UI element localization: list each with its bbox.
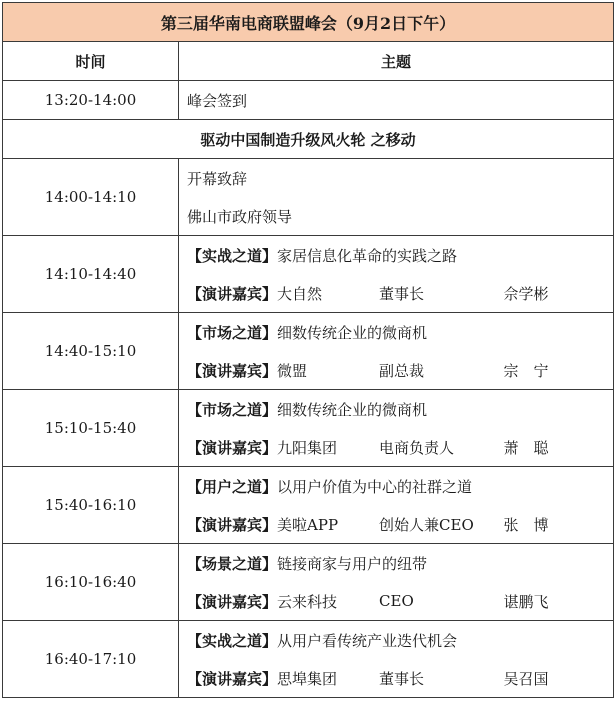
speaker-role: 董事长	[379, 669, 425, 688]
session-topic-cell	[179, 467, 614, 544]
session-row	[3, 390, 614, 467]
speaker-name: 宗 宁	[503, 361, 549, 380]
session-topic-cell	[179, 313, 614, 390]
session-row	[3, 544, 614, 621]
speaker-org: 云来科技	[277, 592, 338, 611]
speaker-role: 创始人兼CEO	[379, 515, 474, 534]
session-row	[3, 467, 614, 544]
session-time: 16:40-17:10	[3, 621, 179, 698]
header-time: 时间	[3, 42, 179, 81]
opening-time: 14:00-14:10	[3, 159, 179, 236]
session-topic-cell	[179, 621, 614, 698]
header-row	[3, 42, 614, 81]
header-topic: 主题	[179, 42, 614, 81]
session-speaker-line	[187, 505, 613, 543]
speaker-name: 佘学彬	[503, 284, 549, 303]
opening-row	[3, 159, 614, 236]
speaker-role: 电商负责人	[379, 438, 455, 457]
session-topic-line	[187, 313, 613, 351]
speaker-org: 思埠集团	[277, 669, 338, 688]
session-topic-line	[187, 467, 613, 505]
speaker-role: CEO	[379, 592, 414, 610]
session-row	[3, 313, 614, 390]
speaker-tag: 【演讲嘉宾】	[187, 284, 278, 303]
opening-line-1: 开幕致辞	[187, 169, 248, 188]
session-topic-line	[187, 621, 613, 659]
session-tag: 【场景之道】	[187, 554, 278, 573]
agenda-table	[2, 2, 614, 698]
registration-time: 13:20-14:00	[3, 81, 179, 120]
opening-topic-cell	[179, 159, 614, 236]
opening-line-2: 佛山市政府领导	[187, 207, 293, 226]
session-topic-cell	[179, 390, 614, 467]
session-topic: 细数传统企业的微商机	[277, 400, 428, 419]
session-topic-cell	[179, 544, 614, 621]
session-speaker-line	[187, 659, 613, 697]
session-speaker-line	[187, 351, 613, 389]
section-row	[3, 120, 614, 159]
speaker-org: 九阳集团	[277, 438, 338, 457]
speaker-name: 张 博	[503, 515, 549, 534]
session-time: 15:40-16:10	[3, 467, 179, 544]
session-tag: 【实战之道】	[187, 631, 278, 650]
session-topic-line	[187, 390, 613, 428]
speaker-name: 谌鹏飞	[503, 592, 549, 611]
session-speaker-line	[187, 582, 613, 620]
session-topic-line	[187, 236, 613, 274]
session-topic: 细数传统企业的微商机	[277, 323, 428, 342]
session-time: 15:10-15:40	[3, 390, 179, 467]
speaker-tag: 【演讲嘉宾】	[187, 438, 278, 457]
session-tag: 【用户之道】	[187, 477, 278, 496]
speaker-tag: 【演讲嘉宾】	[187, 515, 278, 534]
speaker-name: 吴召国	[503, 669, 549, 688]
session-time: 16:10-16:40	[3, 544, 179, 621]
speaker-name: 萧 聪	[503, 438, 549, 457]
section-title: 驱动中国制造升级风火轮 之移动	[3, 120, 614, 159]
session-tag: 【实战之道】	[187, 246, 278, 265]
session-topic-cell	[179, 236, 614, 313]
session-tag: 【市场之道】	[187, 323, 278, 342]
speaker-role: 副总裁	[379, 361, 425, 380]
summit-title: 第三届华南电商联盟峰会（9月2日下午）	[3, 3, 614, 42]
session-time: 14:40-15:10	[3, 313, 179, 390]
session-topic-line	[187, 544, 613, 582]
session-time: 14:10-14:40	[3, 236, 179, 313]
speaker-tag: 【演讲嘉宾】	[187, 669, 278, 688]
session-topic: 从用户看传统产业迭代机会	[277, 631, 458, 650]
session-tag: 【市场之道】	[187, 400, 278, 419]
speaker-tag: 【演讲嘉宾】	[187, 592, 278, 611]
session-topic: 家居信息化革命的实践之路	[277, 246, 458, 265]
session-row	[3, 236, 614, 313]
speaker-org: 美啦APP	[277, 515, 339, 534]
session-speaker-line	[187, 274, 613, 312]
session-row	[3, 621, 614, 698]
speaker-role: 董事长	[379, 284, 425, 303]
title-row	[3, 3, 614, 42]
speaker-org: 微盟	[277, 361, 308, 380]
speaker-tag: 【演讲嘉宾】	[187, 361, 278, 380]
session-topic: 链接商家与用户的纽带	[277, 554, 428, 573]
session-topic: 以用户价值为中心的社群之道	[277, 477, 473, 496]
speaker-org: 大自然	[277, 284, 323, 303]
session-speaker-line	[187, 428, 613, 466]
registration-row	[3, 81, 614, 120]
registration-topic: 峰会签到	[179, 81, 614, 120]
